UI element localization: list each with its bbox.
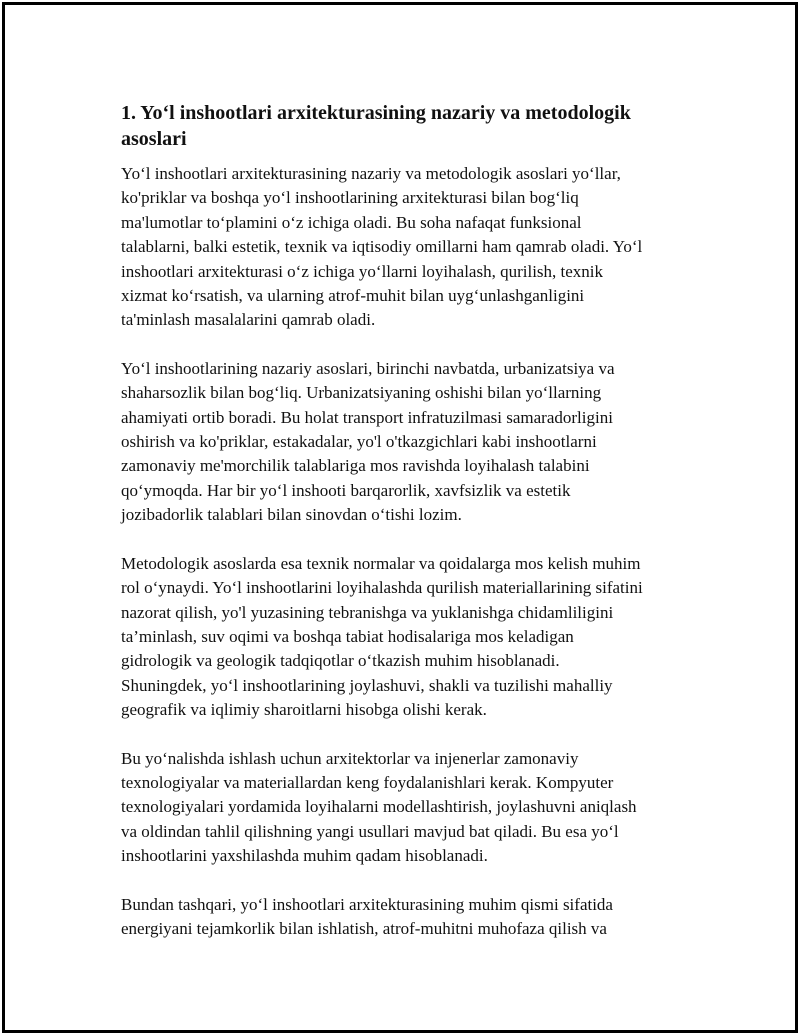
paragraph-line: qo‘ymoqda. Har bir yo‘l inshooti barqarorlik, xavfsizlik va estetik xyxy=(121,480,571,500)
paragraph-line: rol o‘ynaydi. Yo‘l inshootlarini loyihalashda qurilish materiallarining sifatini xyxy=(121,578,643,598)
paragraph-line: Yo‘l inshootlari arxitekturasining nazariy va metodologik asoslari yo‘llar, xyxy=(121,164,621,183)
paragraph-line: zamonaviy me'morchilik talablariga mos ravishda loyihalash talabini xyxy=(121,456,590,476)
paragraph-line: ma'lumotlar to‘plamini o‘z ichiga oladi. Bu soha nafaqat funksional xyxy=(121,212,582,232)
paragraph-line: shaharsozlik bilan bog‘liq. Urbanizatsiyaning oshishi bilan yo‘llarning xyxy=(121,383,602,403)
paragraph-line: energiyani tejamkorlik bilan ishlatish, atrof-muhitni muhofaza qilish va xyxy=(121,918,607,938)
paragraph-line: xizmat ko‘rsatish, va ularning atrof-muhit bilan uyg‘unlashganligini xyxy=(121,286,585,306)
paragraph-1 xyxy=(121,162,681,333)
paragraph-line: nazorat qilish, yo'l yuzasining tebranishga va yuklanishga chidamliligini xyxy=(121,602,614,622)
paragraph-line: ahamiyati ortib boradi. Bu holat transport infratuzilmasi samaradorligini xyxy=(121,407,613,427)
section-heading xyxy=(121,100,681,152)
page-frame xyxy=(2,2,798,1033)
paragraph-line: gidrologik va geologik tadqiqotlar o‘tkazish muhim hisoblanadi. xyxy=(121,651,560,671)
paragraph-line: texnologiyalari yordamida loyihalarni modellashtirish, joylashuvni aniqlash xyxy=(121,797,637,817)
paragraph-line: Metodologik asoslarda esa texnik normalar va qoidalarga mos kelish muhim xyxy=(121,553,641,573)
paragraph-line: va oldindan tahlil qilishning yangi usullari mavjud bat qiladi. Bu esa yo‘l xyxy=(121,821,619,841)
heading-line: asoslari xyxy=(121,128,187,150)
paragraph-3 xyxy=(121,552,681,723)
paragraph-line: ta’minlash, suv oqimi va boshqa tabiat hodisalariga mos keladigan xyxy=(121,626,574,646)
paragraph-line: Bu yo‘nalishda ishlash uchun arxitektorlar va injenerlar zamonaviy xyxy=(121,748,579,768)
paragraph-line: texnologiyalar va materiallardan keng foydalanishlari kerak. Kompyuter xyxy=(121,772,614,792)
paragraph-2 xyxy=(121,357,681,528)
paragraph-line: Yo‘l inshootlarining nazariy asoslari, birinchi navbatda, urbanizatsiya va xyxy=(121,358,615,378)
paragraph-line: jozibadorlik talablari bilan sinovdan o‘tishi lozim. xyxy=(121,505,462,525)
paragraph-line: inshootlarini yaxshilashda muhim qadam hisoblanadi. xyxy=(121,846,488,866)
paragraph-line: ko'priklar va boshqa yo‘l inshootlarining arxitekturasi bilan bog‘liq xyxy=(121,188,579,208)
paragraph-line: inshootlari arxitekturasi o‘z ichiga yo‘llarni loyihalash, qurilish, texnik xyxy=(121,261,604,281)
paragraph-line: oshirish va ko'priklar, estakadalar, yo'l o'tkazgichlari kabi inshootlarni xyxy=(121,432,597,452)
heading-line: 1. Yo‘l inshootlari arxitekturasining nazariy va metodologik xyxy=(121,102,631,124)
paragraph-line: geografik va iqlimiy sharoitlarni hisobga olishi kerak. xyxy=(121,700,487,720)
paragraph-line: Bundan tashqari, yo‘l inshootlari arxitekturasining muhim qismi sifatida xyxy=(121,894,613,914)
document-body xyxy=(121,100,681,965)
paragraph-4 xyxy=(121,747,681,869)
paragraph-line: talablarni, balki estetik, texnik va iqtisodiy omillarni ham qamrab oladi. Yo‘l xyxy=(121,237,643,257)
paragraph-5 xyxy=(121,893,681,942)
paragraph-line: ta'minlash masalalarini qamrab oladi. xyxy=(121,310,376,330)
paragraph-line: Shuningdek, yo‘l inshootlarining joylashuvi, shakli va tuzilishi mahalliy xyxy=(121,675,613,695)
